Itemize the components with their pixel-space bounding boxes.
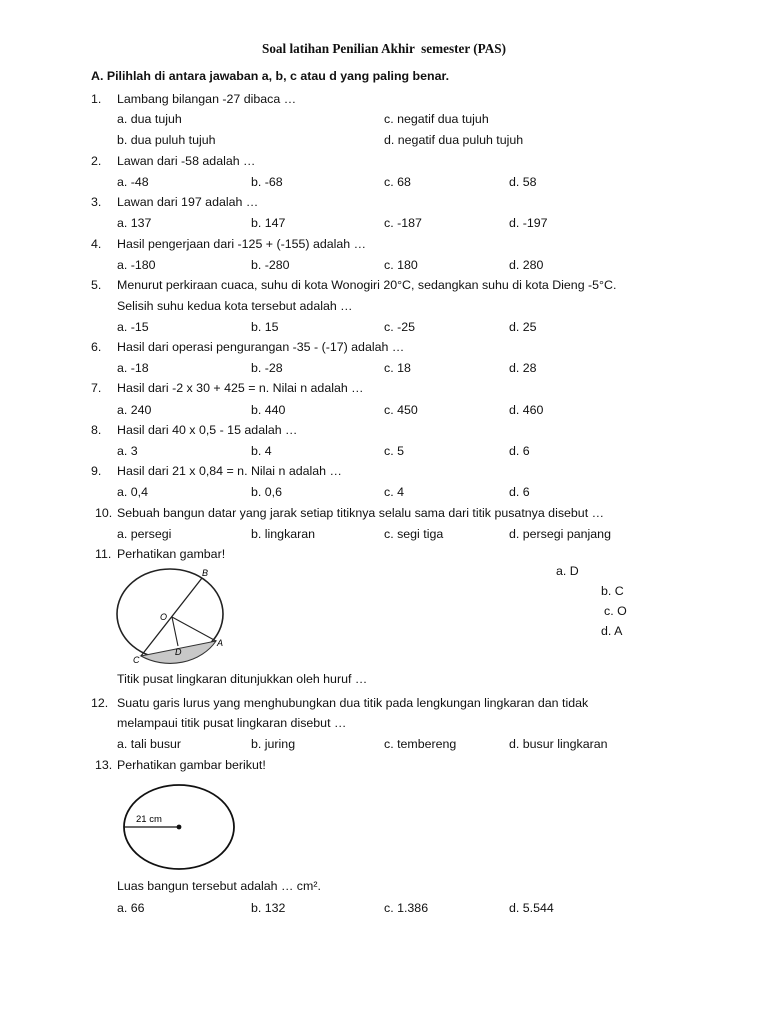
option-c: c. tembereng xyxy=(384,737,457,751)
question-text-line-2: melampaui titik pusat lingkaran disebut … xyxy=(117,716,347,730)
question-10 xyxy=(0,506,768,526)
question-7-options xyxy=(0,403,768,423)
option-c: c. O xyxy=(604,604,627,618)
question-11-prompt xyxy=(0,672,768,692)
question-number: 4. xyxy=(91,237,102,251)
label-D: D xyxy=(175,647,182,657)
option-a: a. 3 xyxy=(117,444,138,458)
option-b: b. lingkaran xyxy=(251,527,316,541)
option-b: b. 15 xyxy=(251,320,279,334)
question-9-options xyxy=(0,485,768,505)
question-prompt: Titik pusat lingkaran ditunjukkan oleh huruf … xyxy=(117,672,368,686)
question-text: Lawan dari -58 adalah … xyxy=(117,154,256,168)
question-number: 13. xyxy=(95,758,113,772)
radius-label: 21 cm xyxy=(136,814,162,825)
option-a: a. -180 xyxy=(117,258,156,272)
question-13-options xyxy=(0,901,768,921)
question-text: Suatu garis lurus yang menghubungkan dua titik pada lengkungan lingkaran dan tidak xyxy=(117,696,589,710)
option-b: b. juring xyxy=(251,737,296,751)
question-number: 12. xyxy=(91,696,109,710)
question-number: 3. xyxy=(91,195,102,209)
question-4 xyxy=(0,237,768,257)
option-d: d. 58 xyxy=(509,175,537,189)
question-2 xyxy=(0,154,768,174)
question-number: 8. xyxy=(91,423,102,437)
option-b: b. 132 xyxy=(251,901,286,915)
option-c: c. 450 xyxy=(384,403,418,417)
question-5-options xyxy=(0,320,768,340)
question-13 xyxy=(0,758,768,778)
option-d: d. -197 xyxy=(509,216,548,230)
radius-line xyxy=(172,617,216,641)
label-B: B xyxy=(202,568,209,578)
section-instruction: A. Pilihlah di antara jawaban a, b, c atau d yang paling benar. xyxy=(91,69,450,83)
option-b: b. 4 xyxy=(251,444,272,458)
option-a: a. D xyxy=(556,564,579,578)
question-text: Hasil dari operasi pengurangan -35 - (-17) adalah … xyxy=(117,340,405,354)
option-b: b. dua puluh tujuh xyxy=(117,133,216,147)
option-b: b. -68 xyxy=(251,175,283,189)
question-12-continued xyxy=(0,716,768,736)
question-1-options-row-1 xyxy=(0,112,768,132)
option-a: a. 137 xyxy=(117,216,152,230)
question-10-options xyxy=(0,527,768,547)
question-number: 2. xyxy=(91,154,102,168)
option-a: a. 66 xyxy=(117,901,145,915)
diameter-line xyxy=(141,578,202,656)
option-d: d. 6 xyxy=(509,444,530,458)
question-number: 1. xyxy=(91,92,102,106)
option-c: c. 18 xyxy=(384,361,411,375)
question-text: Hasil dari -2 x 30 + 425 = n. Nilai n adalah … xyxy=(117,381,364,395)
question-7 xyxy=(0,381,768,401)
option-a: a. 0,4 xyxy=(117,485,149,499)
page-title: Soal latihan Penilian Akhir semester (PAS) xyxy=(262,41,506,56)
question-prompt: Luas bangun tersebut adalah … cm². xyxy=(117,879,321,893)
option-c: c. -187 xyxy=(384,216,422,230)
option-b: b. C xyxy=(601,584,624,598)
option-c: c. -25 xyxy=(384,320,415,334)
question-4-options xyxy=(0,258,768,278)
question-number: 7. xyxy=(91,381,102,395)
option-c: c. 4 xyxy=(384,485,404,499)
question-text: Hasil pengerjaan dari -125 + (-155) adalah … xyxy=(117,237,366,251)
question-number: 6. xyxy=(91,340,102,354)
question-12-options xyxy=(0,737,768,757)
question-5 xyxy=(0,278,768,298)
question-5-continued xyxy=(0,299,768,319)
label-O: O xyxy=(160,612,168,622)
option-b: b. 0,6 xyxy=(251,485,283,499)
question-number: 10. xyxy=(95,506,113,520)
question-number: 9. xyxy=(91,464,102,478)
label-C: C xyxy=(133,655,140,665)
question-text-line-2: Selisih suhu kedua kota tersebut adalah … xyxy=(117,299,353,313)
option-a: a. -18 xyxy=(117,361,149,375)
option-b: b. 147 xyxy=(251,216,286,230)
label-A: A xyxy=(217,638,224,648)
question-12 xyxy=(0,696,768,716)
question-2-options xyxy=(0,175,768,195)
option-c: c. 180 xyxy=(384,258,418,272)
question-text: Menurut perkiraan cuaca, suhu di kota Wonogiri 20°C, sedangkan suhu di kota Dieng -5°C. xyxy=(117,278,617,292)
question-number: 11. xyxy=(95,547,112,561)
question-3-options xyxy=(0,216,768,236)
circle-diagram-q13 xyxy=(118,782,238,874)
option-c: c. 5 xyxy=(384,444,404,458)
option-a: a. dua tujuh xyxy=(117,112,182,126)
option-b: b. -28 xyxy=(251,361,283,375)
option-a: a. persegi xyxy=(117,527,172,541)
question-8-options xyxy=(0,444,768,464)
option-c: c. segi tiga xyxy=(384,527,444,541)
question-6-options xyxy=(0,361,768,381)
option-a: a. -48 xyxy=(117,175,149,189)
option-a: a. tali busur xyxy=(117,737,182,751)
question-8 xyxy=(0,423,768,443)
option-d: d. 460 xyxy=(509,403,544,417)
option-d: d. A xyxy=(601,624,623,638)
option-d: d. 280 xyxy=(509,258,544,272)
option-c: c. negatif dua tujuh xyxy=(384,112,489,126)
question-text: Perhatikan gambar! xyxy=(117,547,226,561)
option-a: a. 240 xyxy=(117,403,152,417)
option-d: d. busur lingkaran xyxy=(509,737,608,751)
apothem-line xyxy=(172,617,178,646)
option-d: d. 5.544 xyxy=(509,901,554,915)
question-6 xyxy=(0,340,768,360)
question-text: Lawan dari 197 adalah … xyxy=(117,195,259,209)
question-text: Hasil dari 21 x 0,84 = n. Nilai n adalah … xyxy=(117,464,342,478)
question-1 xyxy=(0,92,768,112)
option-c: c. 68 xyxy=(384,175,411,189)
option-d: d. 28 xyxy=(509,361,537,375)
option-b: b. 440 xyxy=(251,403,286,417)
question-3 xyxy=(0,195,768,215)
option-c: c. 1.386 xyxy=(384,901,429,915)
question-text: Lambang bilangan -27 dibaca … xyxy=(117,92,297,106)
question-9 xyxy=(0,464,768,484)
question-1-options-row-2 xyxy=(0,133,768,153)
option-d: d. negatif dua puluh tujuh xyxy=(384,133,524,147)
center-point xyxy=(177,825,182,830)
question-text: Hasil dari 40 x 0,5 - 15 adalah … xyxy=(117,423,298,437)
circle-diagram-q11 xyxy=(110,564,235,668)
question-number: 5. xyxy=(91,278,102,292)
option-d: d. 6 xyxy=(509,485,530,499)
question-text: Sebuah bangun datar yang jarak setiap titiknya selalu sama dari titik pusatnya disebut … xyxy=(117,506,604,520)
option-a: a. -15 xyxy=(117,320,149,334)
option-b: b. -280 xyxy=(251,258,290,272)
option-d: d. persegi panjang xyxy=(509,527,611,541)
question-text: Perhatikan gambar berikut! xyxy=(117,758,266,772)
option-d: d. 25 xyxy=(509,320,537,334)
question-13-prompt xyxy=(0,879,768,899)
